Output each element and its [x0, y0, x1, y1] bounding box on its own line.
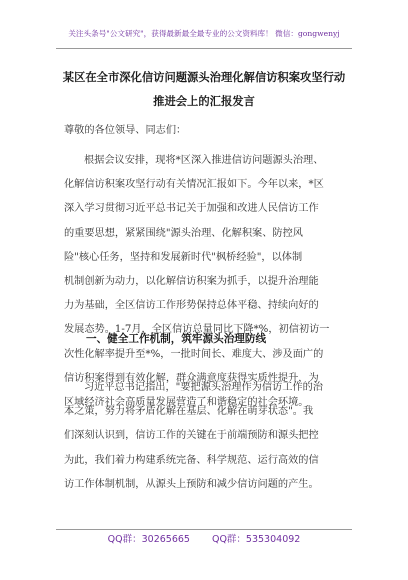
paragraph-1-line: 深入学习贯彻习近平总书记关于加强和改进人民信访工作 — [64, 203, 319, 215]
salutation: 尊敬的各位领导、同志们： — [64, 125, 187, 136]
paragraph-1-line: 的重要思想，紧紧围绕"源头治理、化解积案、防控风 — [64, 227, 303, 239]
paragraph-1-line: 化解信访积案攻坚行动有关情况汇报如下。今年以来，*区 — [64, 179, 324, 191]
paragraph-2 — [64, 376, 360, 497]
header-banner: 关注头条号"公文研究"，获得最新最全最专业的公文资料库！ 微信：gongwenyj — [68, 29, 340, 38]
paragraph-1-line: 根据会议安排，现将*区深入推进信访问题源头治理、 — [84, 155, 324, 166]
paragraph-1-line: 次性化解率提升至*%，一批时间长、难度大、涉及面广的 — [64, 348, 324, 360]
paragraph-1-line: 力为基础，全区信访工作形势保持总体平稳、持续向好的 — [64, 300, 319, 312]
paragraph-2-line: 们深刻认识到，信访工作的关键在于前端预防和源头把控 — [64, 430, 319, 442]
section-1-heading: 一、健全工作机制，筑牢源头治理防线 — [86, 333, 267, 345]
paragraph-2-line: 为此，我们着力构建系统完备、科学规范、运行高效的信 — [64, 454, 319, 466]
document-title-line-2: 推进会上的汇报发言 — [153, 94, 255, 108]
paragraph-1-line: 区域经济社会高质量发展营造了和谐稳定的社会环境。 — [64, 396, 309, 408]
paragraph-1-line: 机制创新为动力，以化解信访积案为抓手，以提升治理能 — [64, 275, 319, 287]
paragraph-1-line: 信访积案得到有效化解，群众满意度获得实质性提升，为 — [64, 372, 319, 384]
paragraph-2-line: 访工作体制机制，从源头上预防和减少信访问题的产生。 — [64, 478, 319, 490]
footer — [0, 534, 408, 546]
footer-qq-group-2: QQ群：535304092 — [211, 534, 301, 545]
document-title-line-1: 某区在全市深化信访问题源头治理化解信访积案攻坚行动 — [62, 70, 346, 84]
footer-divider — [56, 529, 352, 530]
paragraph-1-line: 险"核心任务，坚持和发展新时代"枫桥经验"，以体制 — [64, 251, 303, 263]
header-divider — [56, 48, 352, 49]
footer-qq-group-1: QQ群：30265665 — [107, 534, 190, 545]
paragraph-1-line: 发展态势。1-7月，全区信访总量同比下降*%，初信初访一 — [64, 324, 330, 336]
paragraph-2-line: 本之策，努力将矛盾化解在基层、化解在萌芽状态"。我 — [64, 406, 314, 418]
paragraph-2-line: 习近平总书记指出，"要把源头治理作为信访工作的治 — [84, 382, 323, 393]
